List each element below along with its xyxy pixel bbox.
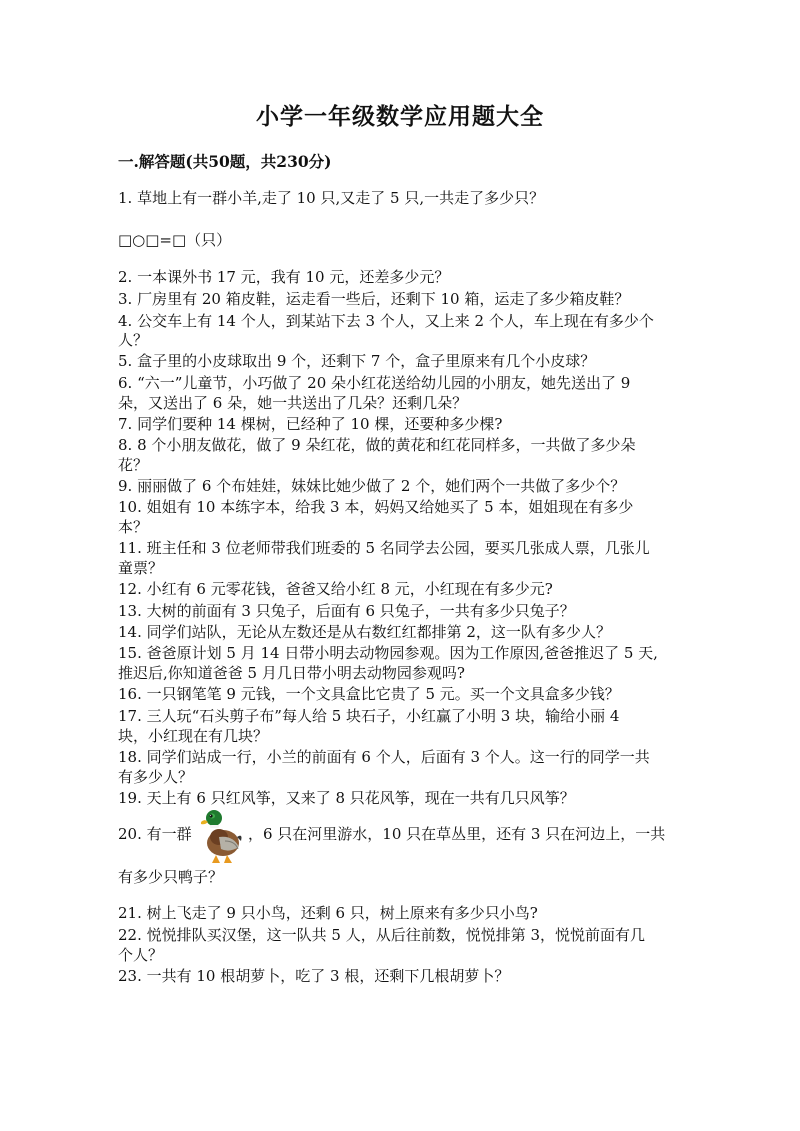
question-23: 23. 一共有 10 根胡萝卜，吃了 3 根，还剩下几根胡萝卜？ [118,967,510,985]
question-19: 19. 天上有 6 只红风筝，又来了 8 只花风筝，现在一共有几只风筝？ [118,789,575,807]
question-15-line-2: 推迟后,你知道爸爸 5 月几日带小明去动物园参观吗? [118,664,465,682]
question-11-line-1: 11. 班主任和 3 位老师带我们班委的 5 名同学去公园，要买几张成人票，几张儿 [118,539,650,557]
question-4-line-1: 4. 公交车上有 14 个人，到某站下去 3 个人，又上来 2 个人，车上现在有多少个 [118,312,654,330]
question-18-line-1: 18. 同学们站成一行，小兰的前面有 6 个人，后面有 3 个人。这一行的同学一共 [118,748,650,766]
question-20-line-1-suffix: ，6 只在河里游水，10 只在草丛里，还有 3 只在河边上，一共 [248,825,666,843]
question-20-line-1-prefix: 20. 有一群 [118,825,192,843]
question-21: 21. 树上飞走了 9 只小鸟，还剩 6 只，树上原来有多少只小鸟? [118,904,538,922]
question-1: 1. 草地上有一群小羊,走了 10 只,又走了 5 只,一共走了多少只？ [118,189,545,207]
question-8-line-1: 8. 8 个小朋友做花，做了 9 朵红花，做的黄花和红花同样多，一共做了多少朵 [118,436,636,454]
duck-icon [199,807,243,865]
question-6-line-1: 6. “六一”儿童节，小巧做了 20 朵小红花送给幼儿园的小朋友，她先送出了 9 [118,374,631,392]
question-11-line-2: 童票？ [118,559,164,577]
question-17-line-2: 块，小红现在有几块？ [118,727,269,745]
question-10-line-2: 本？ [118,518,149,536]
question-20-line-2: 有多少只鸭子？ [118,868,224,886]
question-12: 12. 小红有 6 元零花钱，爸爸又给小红 8 元，小红现在有多少元? [118,580,553,598]
question-2: 2. 一本课外书 17 元，我有 10 元，还差多少元？ [118,268,450,286]
question-3: 3. 厂房里有 20 箱皮鞋，运走看一些后，还剩下 10 箱，运走了多少箱皮鞋？ [118,290,630,308]
question-22-line-1: 22. 悦悦排队买汉堡，这一队共 5 人，从后往前数，悦悦排第 3，悦悦前面有几 [118,926,646,944]
question-13: 13. 大树的前面有 3 只兔子，后面有 6 只兔子，一共有多少只兔子？ [118,602,575,620]
question-4-line-2: 人？ [118,331,149,349]
question-1-answer-blank: □○□=□（只） [118,231,232,249]
question-5: 5. 盒子里的小皮球取出 9 个，还剩下 7 个，盒子里原来有几个小皮球？ [118,352,596,370]
question-14: 14. 同学们站队，无论从左数还是从右数红红都排第 2，这一队有多少人？ [118,623,611,641]
section-heading: 一.解答题(共50题，共230分) [118,152,332,171]
question-18-line-2: 有多少人？ [118,768,194,786]
question-10-line-1: 10. 姐姐有 10 本练字本，给我 3 本，妈妈又给她买了 5 本，姐姐现在有多少 [118,498,634,516]
question-16: 16. 一只钢笔笔 9 元钱，一个文具盒比它贵了 5 元。买一个文具盒多少钱？ [118,685,620,703]
page-title: 小学一年级数学应用题大全 [256,103,544,130]
question-17-line-1: 17. 三人玩“石头剪子布”每人给 5 块石子，小红赢了小明 3 块，输给小丽 4 [118,707,620,725]
question-7: 7. 同学们要种 14 棵树，已经种了 10 棵，还要种多少棵? [118,415,503,433]
question-9: 9. 丽丽做了 6 个布娃娃，妹妹比她少做了 2 个，她们两个一共做了多少个？ [118,477,626,495]
question-8-line-2: 花？ [118,456,149,474]
question-22-line-2: 个人？ [118,946,164,964]
question-15-line-1: 15. 爸爸原计划 5 月 14 日带小明去动物园参观。因为工作原因,爸爸推迟了 5 天, [118,644,658,662]
question-6-line-2: 朵，又送出了 6 朵，她一共送出了几朵？还剩几朵？ [118,394,468,412]
